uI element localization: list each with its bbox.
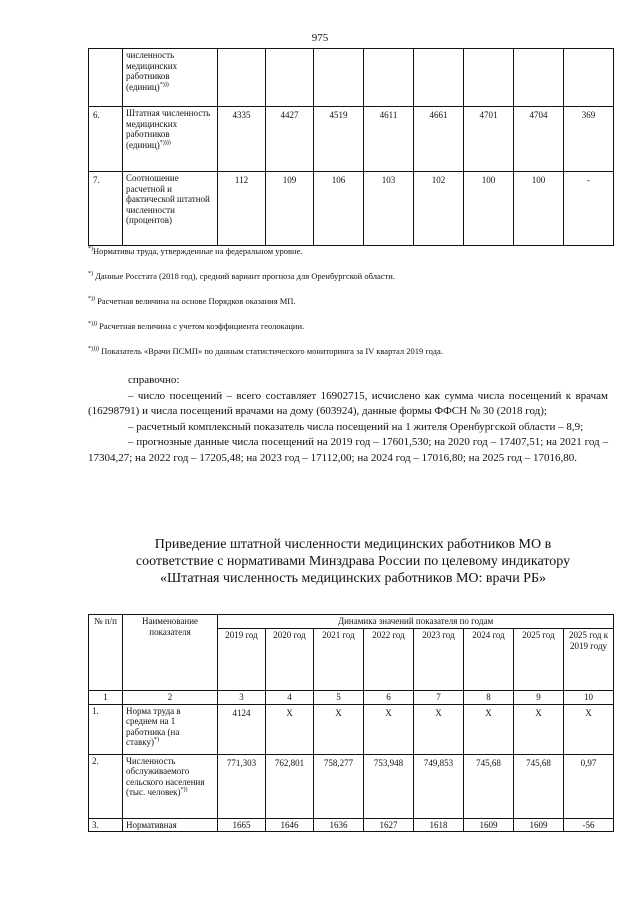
header-dynamics: Динамика значений показателя по годам [218,615,614,629]
reference-heading: справочно: [128,374,180,386]
cell-value: 103 [364,172,414,246]
header-year: 2025 год [514,629,564,691]
table-row [89,818,614,832]
cell-value [414,49,464,107]
row-number [89,49,123,107]
cell-value [266,49,314,107]
cell-value: X [414,704,464,754]
table-row [89,704,614,754]
row-name: Нормативная [123,818,218,832]
cell-value: 745,68 [514,754,564,818]
cell-value: X [514,704,564,754]
table-row [89,172,614,246]
table-row [89,754,614,818]
footnote: *)))) Показатель «Врачи ПСМП» по данным статистического мониторинга за IV квартал 2019 года. [88,346,443,356]
cell-value: X [266,704,314,754]
cell-value: 4124 [218,704,266,754]
header-year: 2022 год [364,629,414,691]
cell-value [364,49,414,107]
cell-value: 749,853 [414,754,464,818]
cell-value: X [314,704,364,754]
header-year: 2024 год [464,629,514,691]
header-name: Наименование показателя [123,615,218,691]
row-name: Соотношение расчетной и фактической штатной численности (процентов) [123,172,218,246]
cell-value: 4519 [314,107,364,172]
cell-value [564,49,614,107]
footnote: *))) Расчетная величина с учетом коэффициента геолокации. [88,321,305,331]
cell-value: 0,97 [564,754,614,818]
cell-value: 1627 [364,818,414,832]
col-number: 8 [464,691,514,705]
col-number: 10 [564,691,614,705]
row-number: 2. [89,754,123,818]
title-line: соответствие с нормативами Минздрава России по целевому индикатору [135,554,571,569]
header-row [89,615,614,629]
cell-value: 771,303 [218,754,266,818]
cell-value: 369 [564,107,614,172]
row-number: 3. [89,818,123,832]
title-line: «Штатная численность медицинских работников МО: врачи РБ» [159,571,547,586]
title-line: Приведение штатной численности медицинских работников МО в [154,537,552,552]
cell-value [314,49,364,107]
cell-value: 4611 [364,107,414,172]
cell-value: X [564,704,614,754]
col-number: 9 [514,691,564,705]
reference-item: – прогнозные данные числа посещений на 2019 год – 17601,530; на 2020 год – 17407,51; на 2021 год – 17304,27; на 2022 год – 17205,48; на 2023 год – 17112,00; на 2024 год – 17016,80; на 2025 год – 17016,80. [88,436,608,464]
doctors-staffing-table [88,614,614,832]
cell-value: 100 [464,172,514,246]
cell-value: 758,277 [314,754,364,818]
cell-value: 1665 [218,818,266,832]
table-row [89,49,614,107]
column-numbers-row [89,691,614,705]
cell-value: 4427 [266,107,314,172]
footnote: *)Нормативы труда, утвержденные на федеральном уровне. [88,246,303,256]
cell-value: X [364,704,414,754]
cell-value: 1609 [514,818,564,832]
cell-value: 1646 [266,818,314,832]
header-num: № п/п [89,615,123,691]
header-year: 2023 год [414,629,464,691]
row-name: Штатная численность медицинских работников (единиц)*)))) [123,107,218,172]
row-number: 1. [89,704,123,754]
staffing-table-continuation [88,48,614,246]
row-name: Численность обслуживаемого сельского населения (тыс. человек)*)) [123,754,218,818]
cell-value: 102 [414,172,464,246]
cell-value [218,49,266,107]
cell-value: 109 [266,172,314,246]
cell-value: 762,801 [266,754,314,818]
row-name: численность медицинских работников (единиц)*))) [123,49,218,107]
cell-value: 4335 [218,107,266,172]
footnote: *)) Расчетная величина на основе Порядков оказания МП. [88,296,296,306]
col-number: 5 [314,691,364,705]
cell-value: 1636 [314,818,364,832]
cell-value: 100 [514,172,564,246]
row-name: Норма труда в среднем на 1 работника (на ставку)*) [123,704,218,754]
col-number: 4 [266,691,314,705]
col-number: 6 [364,691,414,705]
cell-value: 106 [314,172,364,246]
header-year: 2025 год к 2019 году [564,629,614,691]
cell-value: 1618 [414,818,464,832]
row-number: 7. [89,172,123,246]
cell-value: 1609 [464,818,514,832]
col-number: 7 [414,691,464,705]
cell-value: 753,948 [364,754,414,818]
cell-value: 745,68 [464,754,514,818]
row-number: 6. [89,107,123,172]
header-year: 2019 год [218,629,266,691]
cell-value: 4704 [514,107,564,172]
section-title [88,536,618,587]
page-number: 975 [311,32,329,44]
col-number: 2 [123,691,218,705]
cell-value: -56 [564,818,614,832]
reference-item: – число посещений – всего составляет 16902715, исчислено как сумма числа посещений к врачам (16298791) и числа посещений врачами на дому (603924), данные формы ФФСН № 30 (2018 год); [88,389,608,418]
cell-value: 4661 [414,107,464,172]
header-year: 2020 год [266,629,314,691]
reference-block [88,373,608,467]
cell-value [514,49,564,107]
cell-value: - [564,172,614,246]
cell-value: 112 [218,172,266,246]
header-year: 2021 год [314,629,364,691]
cell-value: X [464,704,514,754]
cell-value [464,49,514,107]
cell-value: 4701 [464,107,514,172]
footnote: *) Данные Росстата (2018 год), средний вариант прогноза для Оренбургской области. [88,271,395,281]
col-number: 3 [218,691,266,705]
col-number: 1 [89,691,123,705]
reference-item: – расчетный комплексный показатель числа посещений на 1 жителя Оренбургской области – 8,9; [128,420,584,433]
table-row [89,107,614,172]
